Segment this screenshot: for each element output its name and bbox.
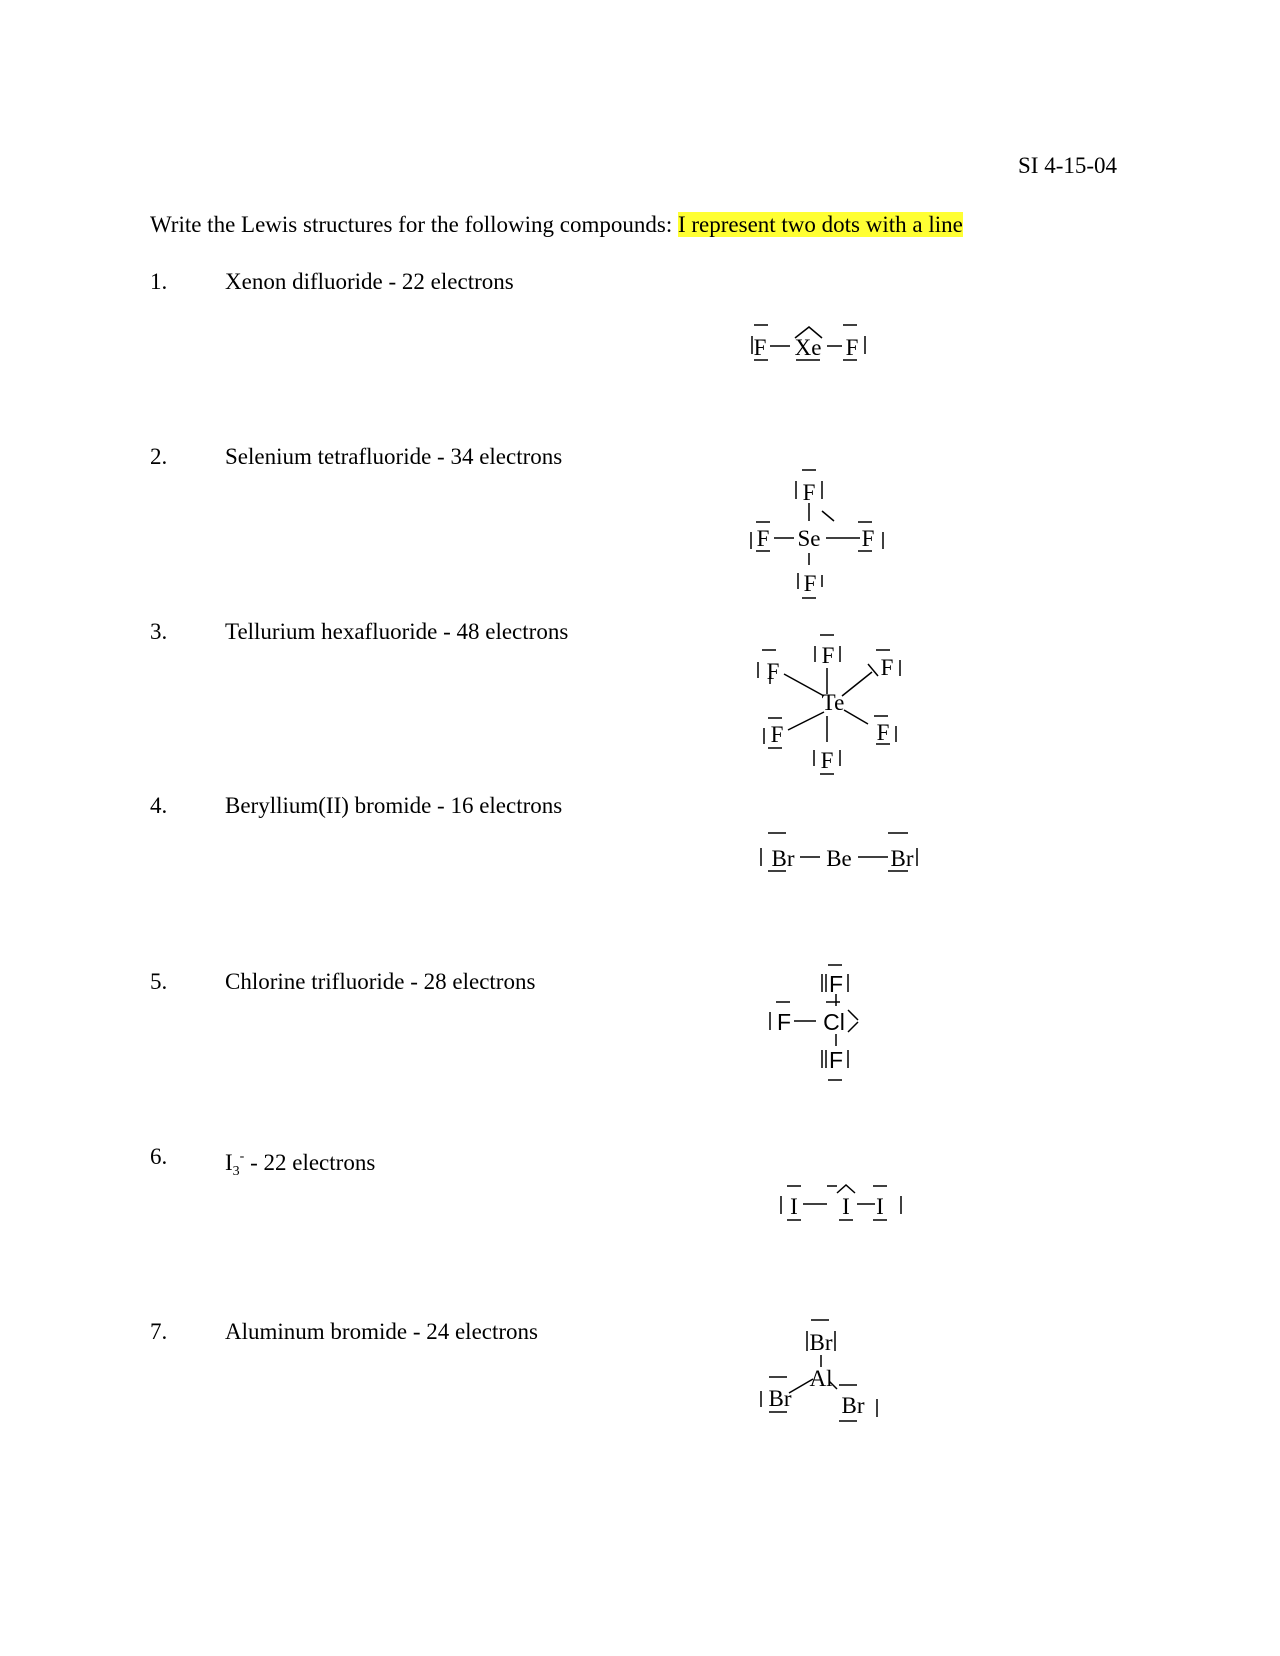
atom-i-left: I <box>790 1194 798 1219</box>
atom-f-lower-left: F <box>770 722 784 747</box>
atom-f-top: F <box>821 643 835 668</box>
structure-chlorine-trifluoride <box>760 960 910 1110</box>
atom-i-center: I <box>842 1194 850 1219</box>
atom-f-lower-right: F <box>876 720 890 745</box>
structure-triiodide <box>775 1180 925 1240</box>
atom-f-upper-right: F <box>880 655 894 680</box>
atom-f-left: F <box>776 1009 792 1035</box>
problem-5-label: Chlorine trifluoride - 28 electrons <box>225 969 536 994</box>
atom-cl: Cl <box>823 1009 845 1035</box>
structure-beryllium-bromide <box>740 828 940 898</box>
atom-br-left: Br <box>771 846 795 871</box>
problem-6-formula-subscript: 3 <box>232 1164 240 1179</box>
atom-f-right: F <box>861 526 875 551</box>
problem-7-label: Aluminum bromide - 24 electrons <box>225 1319 538 1344</box>
atom-br-right: Br <box>890 846 914 871</box>
problem-6-formula-superscript: - <box>239 1149 245 1164</box>
atom-f-top: F <box>828 971 844 997</box>
problem-6-label <box>225 1143 375 1186</box>
atom-f-top: F <box>802 480 816 505</box>
atom-f-left: F <box>756 526 770 551</box>
problem-3-number: 3. <box>150 619 168 644</box>
problem-5-number: 5. <box>150 969 168 994</box>
problem-2-label: Selenium tetrafluoride - 34 electrons <box>225 444 563 469</box>
atom-xe: Xe <box>794 335 822 360</box>
problem-2-number: 2. <box>150 444 168 469</box>
problem-1-label: Xenon difluoride - 22 electrons <box>225 269 514 294</box>
structure-xenon-difluoride <box>740 320 900 380</box>
atom-br-right: Br <box>841 1393 865 1418</box>
structure-aluminum-bromide <box>745 1315 905 1445</box>
atom-be: Be <box>826 846 852 871</box>
atom-br-left: Br <box>768 1386 792 1411</box>
atom-f-upper-left: F <box>766 659 780 684</box>
instructions-note-highlight: I represent two dots with a line <box>677 212 963 237</box>
atom-f-bottom: F <box>820 748 834 773</box>
problem-6-number: 6. <box>150 1144 168 1169</box>
atom-br-top: Br <box>809 1330 833 1355</box>
problem-3-label: Tellurium hexafluoride - 48 electrons <box>225 619 569 644</box>
atom-al: Al <box>809 1366 833 1391</box>
structure-tellurium-hexafluoride <box>740 630 940 810</box>
problem-4-label: Beryllium(II) bromide - 16 electrons <box>225 793 563 818</box>
atom-f-right: F <box>845 335 859 360</box>
document-code: SI 4-15-04 <box>1018 153 1118 178</box>
instructions <box>150 211 963 239</box>
atom-f-bottom: F <box>803 571 817 596</box>
structure-selenium-tetrafluoride <box>740 465 920 605</box>
problem-7-number: 7. <box>150 1319 168 1344</box>
atom-te: Te <box>821 690 845 715</box>
atom-f-left: F <box>753 335 767 360</box>
problem-4-number: 4. <box>150 793 168 818</box>
instructions-text: Write the Lewis structures for the following compounds: <box>150 212 673 237</box>
problem-1-number: 1. <box>150 269 168 294</box>
atom-i-right: I <box>876 1194 884 1219</box>
atom-se: Se <box>797 526 821 551</box>
problem-6-formula-symbol: I <box>225 1150 233 1175</box>
atom-f-bottom: F <box>828 1047 844 1073</box>
problem-6-electron-count: - 22 electrons <box>244 1150 376 1175</box>
